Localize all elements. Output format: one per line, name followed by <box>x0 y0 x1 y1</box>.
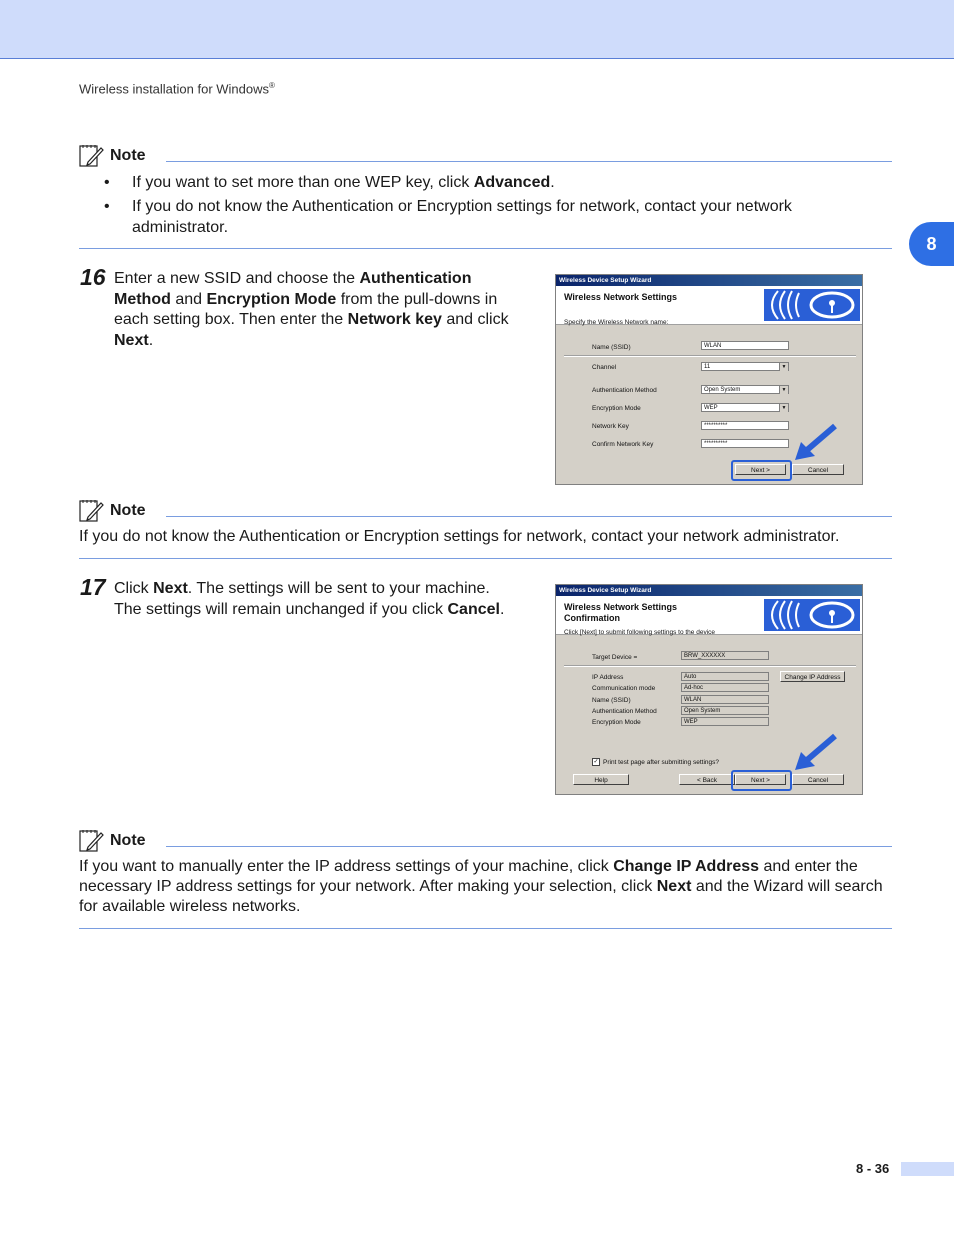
next-button[interactable]: Next > <box>735 774 786 785</box>
auth-method-value: Open System <box>681 706 769 715</box>
help-button[interactable]: Help <box>573 774 629 785</box>
note-pencil-icon <box>79 143 104 168</box>
print-test-page-checkbox[interactable] <box>592 758 719 766</box>
ip-address-label: IP Address <box>592 674 624 681</box>
ssid-input[interactable]: WLAN <box>701 341 789 350</box>
note-heading <box>79 828 146 853</box>
page-number: 8 - 36 <box>856 1161 890 1176</box>
ssid-label: Name (SSID) <box>592 697 631 704</box>
note-text: If you do not know the Authentication or Encryption settings for network, contact your network administrator. <box>79 528 840 545</box>
dialog-heading: Wireless Network Settings Confirmation <box>564 602 677 623</box>
chevron-down-icon[interactable]: ▼ <box>779 404 788 412</box>
list-item: • If you want to set more than one WEP key, click Advanced. <box>104 172 874 193</box>
step-number: 17 <box>80 574 106 600</box>
step-instructions: Click Next. The settings will be sent to your machine. The settings will remain unchanged if you click Cancel. <box>114 580 505 618</box>
comm-mode-value: Ad-hoc <box>681 683 769 692</box>
note-end-rule <box>79 248 892 249</box>
cancel-button[interactable]: Cancel <box>792 464 844 475</box>
running-head: Wireless installation for Windows® <box>79 81 275 97</box>
checkmark-icon[interactable]: ✓ <box>593 759 599 765</box>
confirm-key-label: Confirm Network Key <box>592 441 654 448</box>
chapter-tab: 8 <box>909 222 954 266</box>
note-rule <box>166 846 892 847</box>
confirmation-dialog <box>555 584 863 795</box>
target-device-value: BRW_XXXXXX <box>681 651 769 660</box>
ssid-value: WLAN <box>681 695 769 704</box>
dialog-titlebar: Wireless Device Setup Wizard <box>556 585 862 596</box>
note-heading <box>79 143 146 168</box>
dialog-instruction: Click [Next] to submit following settings to the device <box>564 629 716 636</box>
wireless-settings-dialog <box>555 274 863 485</box>
network-key-input[interactable]: ********** <box>701 421 789 430</box>
ssid-label: Name (SSID) <box>592 344 631 351</box>
next-button[interactable]: Next > <box>735 464 786 475</box>
auth-method-label: Authentication Method <box>592 708 657 715</box>
encryption-mode-select[interactable]: WEP ▼ <box>701 403 789 412</box>
channel-select[interactable]: 11 ▼ <box>701 362 789 371</box>
checkbox-label: Print test page after submitting settings? <box>603 758 719 766</box>
note-pencil-icon <box>79 828 104 853</box>
encryption-mode-value: WEP <box>681 717 769 726</box>
note-rule <box>166 161 892 162</box>
dialog-separator <box>564 355 856 357</box>
note-pencil-icon <box>79 498 104 523</box>
note-label: Note <box>110 146 146 164</box>
chevron-down-icon[interactable]: ▼ <box>779 386 788 394</box>
top-header-band <box>0 0 954 59</box>
page-number-bar <box>901 1162 954 1176</box>
note-end-rule <box>79 558 892 559</box>
note-label: Note <box>110 831 146 849</box>
ip-address-value: Auto <box>681 672 769 681</box>
cancel-button[interactable]: Cancel <box>792 774 844 785</box>
chevron-down-icon[interactable]: ▼ <box>779 363 788 371</box>
step-instructions: Enter a new SSID and choose the Authentication Method and Encryption Mode from the pull-downs in each setting box. Then enter the Network key and click Next. <box>114 270 509 349</box>
dialog-heading: Wireless Network Settings <box>564 292 677 302</box>
note-rule <box>166 516 892 517</box>
target-device-label: Target Device = <box>592 654 638 661</box>
note-bullet-list <box>104 172 874 241</box>
dialog-titlebar: Wireless Device Setup Wizard <box>556 275 862 286</box>
encryption-mode-label: Encryption Mode <box>592 719 641 726</box>
wireless-logo-icon <box>764 599 860 631</box>
pointer-arrow-icon <box>793 422 837 462</box>
dialog-instruction: Specify the Wireless Network name: <box>564 319 669 326</box>
network-key-label: Network Key <box>592 423 629 430</box>
pointer-arrow-icon <box>793 732 837 772</box>
channel-label: Channel <box>592 364 617 371</box>
note-heading <box>79 498 146 523</box>
note-end-rule <box>79 928 892 929</box>
note-label: Note <box>110 501 146 519</box>
auth-method-select[interactable]: Open System ▼ <box>701 385 789 394</box>
comm-mode-label: Communication mode <box>592 685 656 692</box>
wireless-logo-icon <box>764 289 860 321</box>
list-item: • If you do not know the Authentication or Encryption settings for network, contact your network administrator. <box>104 196 874 238</box>
auth-method-label: Authentication Method <box>592 387 657 394</box>
note-text: If you want to manually enter the IP address settings of your machine, click Change IP Address and enter the necessary IP address settings for your network. After making your selection, click Next and the Wizard will search for available wireless networks. <box>79 858 883 915</box>
step-number: 16 <box>80 264 106 290</box>
change-ip-address-button[interactable]: Change IP Address <box>780 671 845 682</box>
confirm-key-input[interactable]: ********** <box>701 439 789 448</box>
dialog-separator <box>564 665 856 667</box>
back-button[interactable]: < Back <box>679 774 735 785</box>
encryption-mode-label: Encryption Mode <box>592 405 641 412</box>
